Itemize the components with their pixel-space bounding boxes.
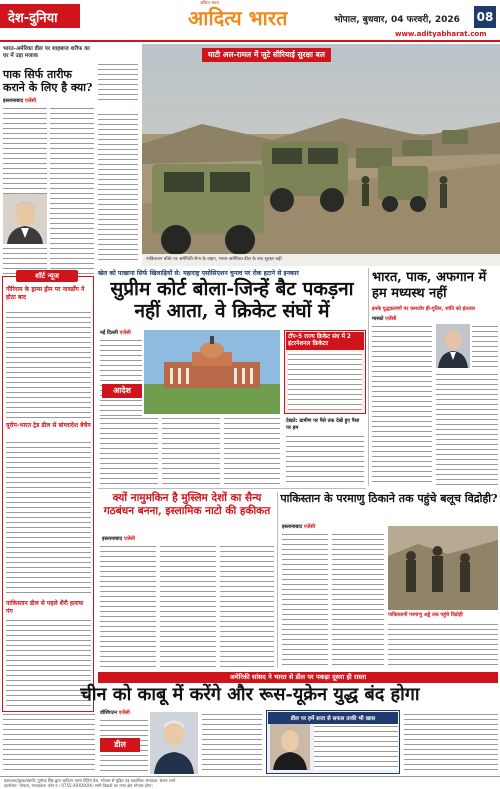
sc-headline: सुप्रीम कोर्ट बोला-जिन्हें बैट पकड़ना नहीं आता, वे क्रिकेट संघों में <box>110 278 354 322</box>
story3-col2 <box>332 532 384 668</box>
story3-col3 <box>388 622 498 668</box>
right-col2 <box>472 324 498 368</box>
left-story-text-2 <box>50 106 94 274</box>
story3-caption: पाकिस्तानी परमाणु अड्डे तक पहुंचे विद्रोही <box>388 612 463 618</box>
sc-dateline-city: नई दिल्ली <box>100 330 118 336</box>
logo: आदित्य भारत <box>188 6 288 30</box>
sc-subhead: देखते: ग्रामीण पर पैसे तक देखें हुए पैसा पर हम <box>286 418 360 431</box>
rebels-image <box>388 526 498 610</box>
military-convoy-image <box>142 44 500 266</box>
logo-small: अदित्य भारत <box>200 0 219 5</box>
left-story-text <box>3 106 47 274</box>
right-dateline <box>372 316 396 322</box>
story2-col3 <box>220 544 274 668</box>
right-col1 <box>372 324 432 486</box>
bottom-col0 <box>3 712 95 774</box>
sc-col-bottom-2 <box>162 416 220 484</box>
person-portrait-icon <box>270 724 310 770</box>
left-kicker: भारत-अमेरिका डील पर शाहबाज शरीफ का घर में उड़ा मजाक <box>3 46 90 59</box>
bottom-col3 <box>404 712 498 774</box>
bottom-box-title: डील पर हमें सत्ता से सफल ताकी भी खास <box>268 712 398 724</box>
divider-mid <box>98 488 366 489</box>
brief2-text <box>6 440 91 595</box>
person-portrait-icon <box>150 712 198 774</box>
brief2-title: यूरोप-भारत ट्रेड डील से बांग्लादेश बेचैन <box>6 422 91 429</box>
supreme-court-photo <box>144 330 280 414</box>
footer-line-1: प्रकाशक/मुद्रक/स्वामी: पुष्पेन्द्र सिंह द्वारा आदित्य भारत प्रिंटिंग प्रेस, भोपाल से मुद्रित एवं प्रकाशित। संपादक: संजय शर्मा <box>4 778 176 783</box>
right-col3 <box>436 372 498 486</box>
story2-col2 <box>160 544 216 668</box>
bottom-box-photo <box>270 724 310 770</box>
website: www.adityabharat.com <box>395 30 487 38</box>
bottom-box-text <box>314 724 398 770</box>
sc-infobox-text <box>288 352 362 410</box>
deal-stamp: डील <box>100 738 140 752</box>
story3-dateline <box>282 524 315 530</box>
left-column <box>0 44 96 714</box>
footer-line-2: कार्यालय: भोपाल, मध्यप्रदेश। फोन नं.: 0755-XXXXXXX। सभी विवादों का न्याय क्षेत्र भोपाल होगा। <box>4 783 153 788</box>
col2-subhead <box>98 100 138 114</box>
story2-dateline-city: इस्लामाबाद <box>102 536 123 542</box>
sc-infobox-title: टॉप-5 राज्य क्रिकेट संघ में 2 इंटरनेशनल क्रिकेटर <box>286 332 364 350</box>
putin-photo <box>436 324 470 368</box>
story3-dateline-agency: एजेंसी <box>303 524 316 530</box>
brief1-title: गौरिराम के ड्राम्स ड्रीम पर नावर्डोंग ने होठा बाद <box>6 286 85 301</box>
right-headline: भारत, पाक, अफगान में हम मध्यस्थ नहीं <box>372 270 487 301</box>
baloch-photo <box>388 526 498 610</box>
date-line: भोपाल, बुधवार, 04 फरवरी, 2026 <box>334 15 460 25</box>
bottom-col2 <box>202 712 262 774</box>
court-building-image <box>144 330 280 414</box>
story2-dateline <box>102 536 135 542</box>
story2-col1 <box>100 544 156 668</box>
masthead-rule <box>0 40 500 42</box>
photo-caption: पाकिस्तान बॉर्डर पर अमेरिकी सेना के वाहन, भारत-अमेरिका डील के बाद सुरक्षा बढ़ी <box>142 254 500 266</box>
bottom-kicker: अमेरिकी सांसद ने भारत से डील पर पकड़ा दूसरा ही रास्ता <box>98 672 498 683</box>
brief3-title: पाकिस्तान डील से पहले शैरी हलाफ गंग <box>6 600 84 615</box>
left-headline: पाक सिर्फ तारीफ कराने के लिए है क्या? <box>3 68 93 94</box>
divider-v <box>277 492 278 668</box>
bottom-headline: चीन को काबू में करेंगे और रूस-यूक्रेन युद्ध बंद होगा <box>80 684 420 705</box>
person-portrait-icon <box>436 324 470 368</box>
story2-headline: क्यों नामुमकिन है मुस्लिम देशों का सैन्य गठबंधन बनना, इस्लामिक नाटो की हकीकत <box>103 492 271 517</box>
sc-dateline-agency: एजेंसी <box>119 330 131 336</box>
sc-kicker: खेल को पाखाना सिर्फ खिलाड़ियों से: महाराष्ट्र एसोसिएशन चुनाव पर रोक हटाने से इनकार <box>98 270 299 277</box>
person-portrait-icon <box>3 194 47 244</box>
left-dateline <box>3 98 36 104</box>
page-number: 08 <box>474 6 496 28</box>
short-news-title: शॉर्ट न्यूज <box>16 270 78 282</box>
right-divider <box>368 268 369 486</box>
bottom-dateline-city: वॉशिंगटन <box>100 710 117 716</box>
story2-dateline-agency: एजेंसी <box>123 536 136 542</box>
story3-col1 <box>282 532 328 668</box>
sc-col-bottom-1 <box>100 416 158 484</box>
dateline-agency: एजेंसी <box>24 98 37 104</box>
photo-banner: घाटी अल-रामल में जुटे सीरियाई सुरक्षा बल <box>202 48 331 62</box>
dateline-city: इस्लामाबाद <box>3 98 24 104</box>
col2-story-text <box>98 62 138 262</box>
masthead <box>0 0 500 42</box>
brief1-text <box>6 310 91 418</box>
military-photo <box>142 44 500 266</box>
sc-col-bottom-3 <box>224 416 280 484</box>
order-stamp: आदेश <box>102 384 142 398</box>
sharif-photo <box>3 194 47 244</box>
right-kicker: इनके युद्धकारणों पर कमजोर ही-पुतिन, शांति को इंतजार <box>372 306 476 312</box>
story3-dateline-city: इस्लामाबाद <box>282 524 303 530</box>
senator-photo <box>150 712 198 774</box>
sc-col1-text <box>100 338 142 428</box>
footer <box>0 776 500 789</box>
sc-right-text <box>286 434 364 484</box>
sc-dateline <box>100 330 131 336</box>
right-dateline-city: मास्को <box>372 316 384 322</box>
bottom-dateline-agency: एजेंसी <box>118 710 130 716</box>
section-title: देश-दुनिया <box>8 11 58 26</box>
bottom-dateline <box>100 710 130 716</box>
right-dateline-agency: एजेंसी <box>385 316 397 322</box>
story3-headline: पाकिस्तान के परमाणु ठिकाने तक पहुंचे बलूच विद्रोही? <box>280 492 498 505</box>
